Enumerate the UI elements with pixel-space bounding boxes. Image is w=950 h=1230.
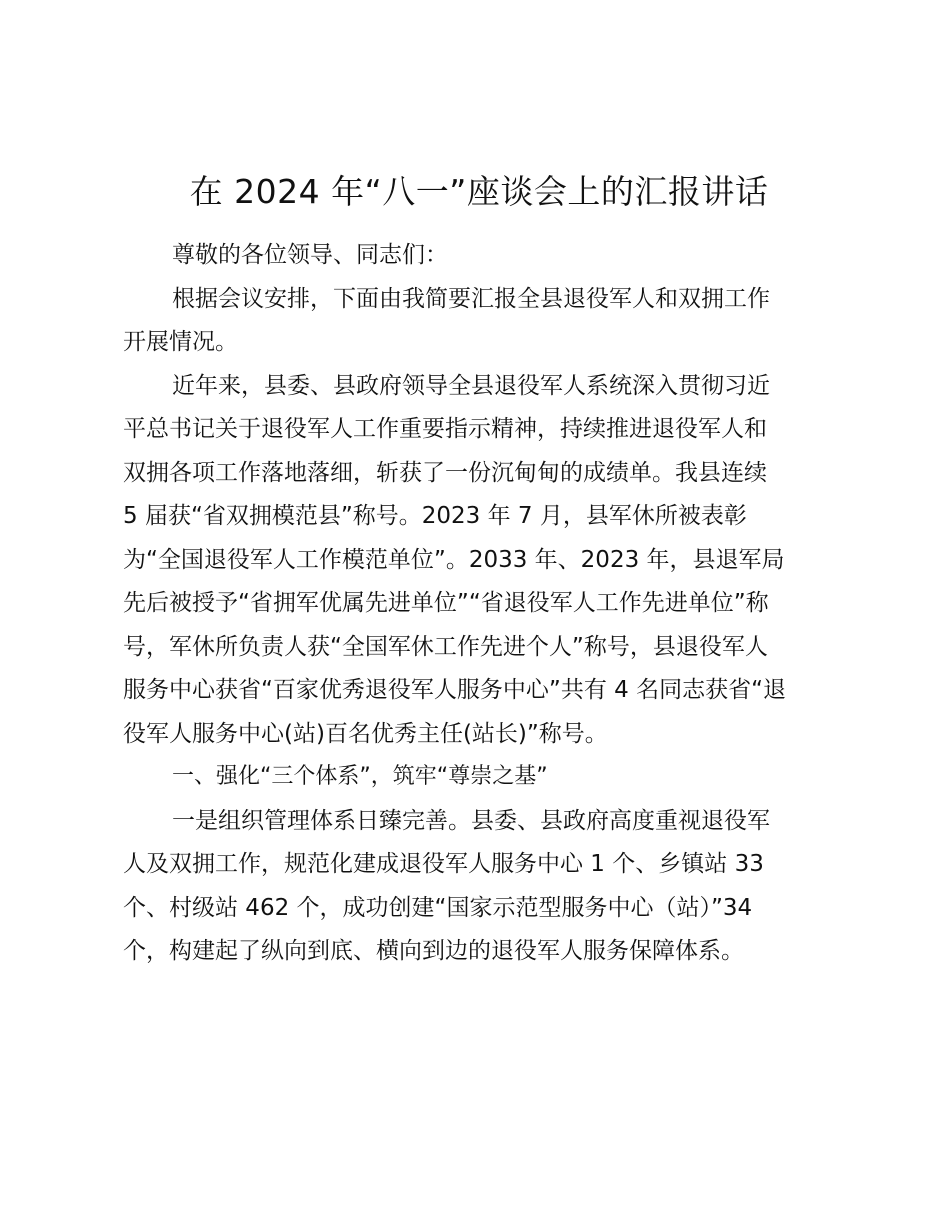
paragraph-line: 双拥各项工作落地落细，斩获了一份沉甸甸的成绩单。我县连续 <box>123 460 767 486</box>
paragraph-line: 为“全国退役军人工作模范单位”。2033 年、2023 年，县退军局 <box>123 547 785 573</box>
paragraph-line: 服务中心获省“百家优秀退役军人服务中心”共有 4 名同志获省“退 <box>123 677 787 703</box>
paragraph-line: 人及双拥工作，规范化建成退役军人服务中心 1 个、乡镇站 33 <box>123 851 764 877</box>
paragraph-line: 平总书记关于退役军人工作重要指示精神，持续推进退役军人和 <box>123 416 767 442</box>
paragraph-line: 个，构建起了纵向到底、横向到边的退役军人服务保障体系。 <box>123 938 744 964</box>
paragraph-line: 5 届获“省双拥模范县”称号。2023 年 7 月，县军休所被表彰 <box>123 503 747 529</box>
paragraph-line: 先后被授予“省拥军优属先进单位”“省退役军人工作先进单位”称 <box>123 590 769 616</box>
salutation: 尊敬的各位领导、同志们： <box>172 242 448 268</box>
paragraph-line: 个、村级站 462 个，成功创建“国家示范型服务中心（站）”34 <box>123 895 753 921</box>
paragraph-line: 开展情况。 <box>123 329 238 355</box>
paragraph-line: 役军人服务中心(站)百名优秀主任(站长)”称号。 <box>123 721 608 747</box>
paragraph-line: 近年来，县委、县政府领导全县退役军人系统深入贯彻习近 <box>172 373 770 399</box>
paragraph-line: 号，军休所负责人获“全国军休工作先进个人”称号，县退役军人 <box>123 634 768 660</box>
paragraph-line: 根据会议安排，下面由我简要汇报全县退役军人和双拥工作 <box>172 286 770 312</box>
document-title: 在 2024 年“八一”座谈会上的汇报讲话 <box>189 172 769 211</box>
paragraph-line: 一是组织管理体系日臻完善。县委、县政府高度重视退役军 <box>172 808 770 834</box>
section-heading: 一、强化“三个体系”，筑牢“尊崇之基” <box>172 764 548 789</box>
